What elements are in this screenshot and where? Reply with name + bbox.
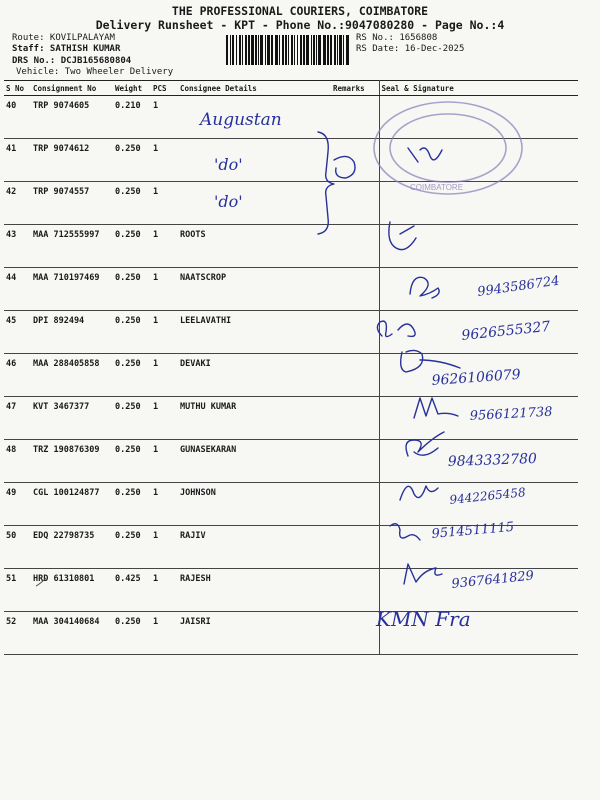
cell-pcs: 1 — [151, 139, 178, 182]
handwritten-phone: 9943586724 — [476, 273, 561, 300]
barcode-bar — [330, 35, 332, 65]
cell-consignment: CGL 100124877 — [31, 483, 113, 526]
ditto-mark: 'do' — [214, 155, 243, 174]
col-header-pcs: PCS — [151, 81, 178, 96]
table-row — [4, 182, 578, 225]
barcode-bar — [343, 35, 344, 65]
cell-consignment: TRZ 190876309 — [31, 440, 113, 483]
barcode-bar — [226, 35, 228, 65]
barcode-bar — [294, 35, 295, 65]
cell-signature — [379, 483, 578, 526]
cell-consignee: DEVAKI — [178, 354, 331, 397]
cell-consignment: KVT 3467377 — [31, 397, 113, 440]
cell-remarks — [331, 354, 379, 397]
cell-pcs: 1 — [151, 311, 178, 354]
cell-remarks — [331, 139, 379, 182]
cell-remarks — [331, 569, 379, 612]
barcode-bar — [279, 35, 280, 65]
cell-signature — [379, 569, 578, 612]
barcode-bar — [230, 35, 231, 65]
barcode-bar — [318, 35, 321, 65]
cell-sno: 49 — [4, 483, 31, 526]
barcode-bar — [232, 35, 234, 65]
table-row — [4, 268, 578, 311]
cell-signature — [379, 225, 578, 268]
barcode-bar — [282, 35, 284, 65]
cell-signature — [379, 96, 578, 139]
cell-weight: 0.250 — [113, 354, 151, 397]
cell-consignee: MUTHU KUMAR — [178, 397, 331, 440]
barcode-bar — [258, 35, 259, 65]
barcode-bar — [248, 35, 250, 65]
barcode-bar — [316, 35, 317, 65]
barcode-bar — [327, 35, 329, 65]
cell-consignment: MAA 288405858 — [31, 354, 113, 397]
cell-pcs: 1 — [151, 526, 178, 569]
barcode-bar — [285, 35, 287, 65]
table-row — [4, 225, 578, 268]
table-row — [4, 397, 578, 440]
cell-pcs: 1 — [151, 440, 178, 483]
table-row — [4, 354, 578, 397]
table-row — [4, 139, 578, 182]
cell-consignment: HRD 61310801 — [31, 569, 113, 612]
barcode-bar — [346, 35, 349, 65]
cell-signature — [379, 139, 578, 182]
cell-sno: 48 — [4, 440, 31, 483]
handwritten-phone: 9566121738 — [469, 404, 553, 424]
runsheet-table — [4, 80, 578, 655]
table-row — [4, 612, 578, 655]
cell-sno: 42 — [4, 182, 31, 225]
cell-remarks — [331, 268, 379, 311]
cell-sno: 43 — [4, 225, 31, 268]
barcode-bar — [288, 35, 289, 65]
col-header-signature: Seal & Signature — [379, 81, 578, 96]
cell-signature — [379, 612, 578, 655]
cell-remarks — [331, 440, 379, 483]
cell-signature — [379, 526, 578, 569]
col-header-weight: Weight — [113, 81, 151, 96]
cell-weight: 0.250 — [113, 268, 151, 311]
handwritten-phone: 9843332780 — [447, 450, 538, 470]
cell-weight: 0.250 — [113, 182, 151, 225]
cell-consignee: RAJESH — [178, 569, 331, 612]
cell-remarks — [331, 483, 379, 526]
cell-signature — [379, 440, 578, 483]
barcode-bar — [291, 35, 293, 65]
barcode-bar — [337, 35, 338, 65]
handwritten-phone: 9626555327 — [460, 318, 552, 344]
cell-signature — [379, 182, 578, 225]
cell-consignment: MAA 304140684 — [31, 612, 113, 655]
cell-sno: 50 — [4, 526, 31, 569]
barcode-bar — [255, 35, 257, 65]
barcode-bar — [311, 35, 312, 65]
cell-pcs: 1 — [151, 225, 178, 268]
cell-remarks — [331, 96, 379, 139]
stamp-city: COIMBATORE — [410, 183, 464, 192]
cell-sno: 47 — [4, 397, 31, 440]
cell-consignment: TRP 9074612 — [31, 139, 113, 182]
table-row — [4, 311, 578, 354]
table-row — [4, 526, 578, 569]
cell-pcs: 1 — [151, 96, 178, 139]
table-row — [4, 483, 578, 526]
cell-sno: 52 — [4, 612, 31, 655]
cell-remarks — [331, 612, 379, 655]
barcode-bar — [251, 35, 254, 65]
cell-weight: 0.425 — [113, 569, 151, 612]
col-header-sno: S No — [4, 81, 31, 96]
cell-consignee: NAATSCROP — [178, 268, 331, 311]
cell-sno: 51 — [4, 569, 31, 612]
cell-weight: 0.210 — [113, 96, 151, 139]
handwritten-phone: 9442265458 — [448, 485, 527, 507]
cell-sno: 40 — [4, 96, 31, 139]
cell-signature — [379, 397, 578, 440]
barcode-bar — [236, 35, 237, 65]
cell-weight: 0.250 — [113, 311, 151, 354]
cell-remarks — [331, 311, 379, 354]
cell-remarks — [331, 526, 379, 569]
cell-sno: 44 — [4, 268, 31, 311]
cell-weight: 0.250 — [113, 483, 151, 526]
cell-weight: 0.250 — [113, 612, 151, 655]
cell-consignee: RAJIV — [178, 526, 331, 569]
col-header-remarks: Remarks — [331, 81, 379, 96]
barcode-bar — [260, 35, 263, 65]
cell-sno: 41 — [4, 139, 31, 182]
barcode-bar — [303, 35, 305, 65]
rs-date: RS Date: 16-Dec-2025 — [356, 44, 465, 54]
barcode-bar — [323, 35, 326, 65]
handwritten-phone: 9367641829 — [450, 568, 535, 592]
cell-consignee — [178, 182, 331, 225]
cell-pcs: 1 — [151, 182, 178, 225]
table-header-row — [4, 81, 578, 96]
cell-weight: 0.250 — [113, 225, 151, 268]
ditto-mark: 'do' — [214, 192, 243, 211]
barcode-bar — [275, 35, 278, 65]
col-header-consignee: Consignee Details — [178, 81, 331, 96]
barcode-bar — [313, 35, 315, 65]
handwritten-signature: KMN Fra — [376, 607, 471, 631]
cell-remarks — [331, 225, 379, 268]
cell-consignee: GUNASEKARAN — [178, 440, 331, 483]
barcode-bar — [245, 35, 247, 65]
table-row — [4, 440, 578, 483]
barcode-bar — [300, 35, 302, 65]
cell-signature — [379, 354, 578, 397]
cell-consignee — [178, 139, 331, 182]
cell-pcs: 1 — [151, 354, 178, 397]
cell-signature — [379, 268, 578, 311]
runsheet-subtitle: Delivery Runsheet - KPT - Phone No.:9047080280 - Page No.:4 — [95, 18, 505, 32]
barcode-bar — [242, 35, 243, 65]
cell-sno: 46 — [4, 354, 31, 397]
handwritten-name: Augustan — [200, 110, 282, 130]
cell-sno: 45 — [4, 311, 31, 354]
cell-weight: 0.250 — [113, 397, 151, 440]
rs-number: RS No.: 1656808 — [356, 33, 438, 43]
barcode-icon — [226, 35, 352, 65]
barcode-bar — [339, 35, 342, 65]
staff-label: Staff: SATHISH KUMAR — [12, 44, 121, 54]
cell-consignment: TRP 9074557 — [31, 182, 113, 225]
table-row — [4, 569, 578, 612]
company-title: THE PROFESSIONAL COURIERS, COIMBATORE — [171, 4, 429, 18]
cell-consignee — [178, 96, 331, 139]
cell-consignee: JOHNSON — [178, 483, 331, 526]
cell-consignment: MAA 712555997 — [31, 225, 113, 268]
cell-pcs: 1 — [151, 569, 178, 612]
table-row — [4, 96, 578, 139]
cell-pcs: 1 — [151, 397, 178, 440]
barcode-bar — [267, 35, 270, 65]
handwritten-phone: 9626106079 — [431, 366, 522, 389]
barcode-bar — [265, 35, 266, 65]
drs-number: DRS No.: DCJB165680804 — [12, 56, 132, 66]
cell-weight: 0.250 — [113, 526, 151, 569]
cell-weight: 0.250 — [113, 440, 151, 483]
cell-pcs: 1 — [151, 483, 178, 526]
col-header-consignment: Consignment No — [31, 81, 113, 96]
barcode-bar — [271, 35, 273, 65]
cell-signature — [379, 311, 578, 354]
cell-consignee: LEELAVATHI — [178, 311, 331, 354]
barcode-bar — [334, 35, 336, 65]
handwritten-phone: 9514511115 — [431, 519, 515, 542]
cell-consignment: EDQ 22798735 — [31, 526, 113, 569]
cell-consignment: MAA 710197469 — [31, 268, 113, 311]
cell-remarks — [331, 397, 379, 440]
barcode-bar — [306, 35, 309, 65]
route-label: Route: KOVILPALAYAM — [12, 33, 115, 43]
cell-pcs: 1 — [151, 612, 178, 655]
cell-consignee: JAISRI — [178, 612, 331, 655]
barcode-bar — [239, 35, 241, 65]
cell-consignee: ROOTS — [178, 225, 331, 268]
cell-consignment: TRP 9074605 — [31, 96, 113, 139]
cell-consignment: DPI 892494 — [31, 311, 113, 354]
cell-pcs: 1 — [151, 268, 178, 311]
barcode-bar — [297, 35, 298, 65]
vehicle-label: Vehicle: Two Wheeler Delivery — [16, 67, 174, 77]
cell-weight: 0.250 — [113, 139, 151, 182]
cell-remarks — [331, 182, 379, 225]
